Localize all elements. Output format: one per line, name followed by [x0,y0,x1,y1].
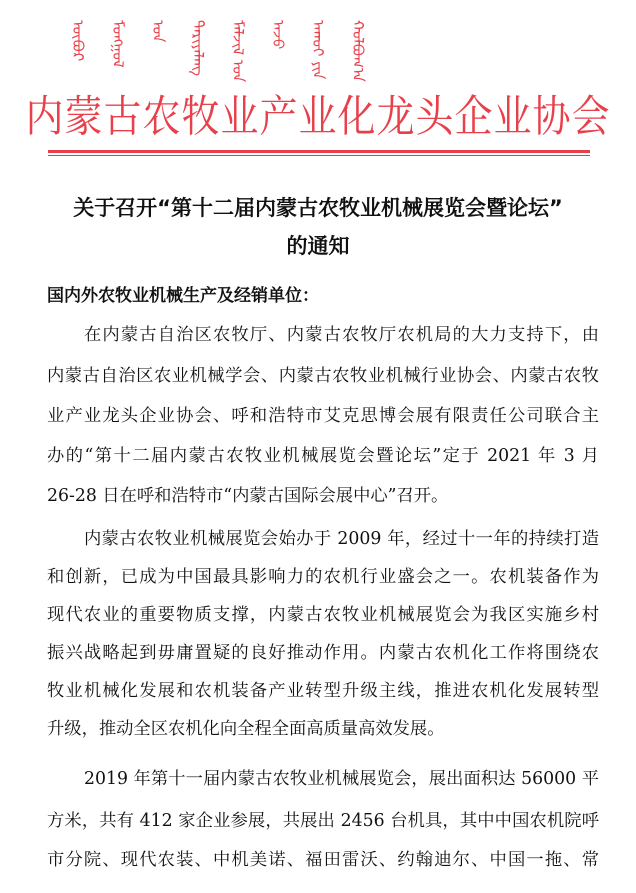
letterhead-rule-thick [48,150,590,153]
body-line: 26-28 日在呼和浩特市“内蒙古国际会展中心”召开。 [47,486,449,506]
body-line: 升级，推动全区农机化向全程全面高质量高效发展。 [47,719,445,739]
mongolian-script-logo: ᠦᠪᠦᠷ ᠮᠣᠩᠭᠣᠯ ᠤᠨ ᠲᠠᠷᠢᠶᠠᠯᠠᠩ ᠮᠠᠯᠵᠢᠯ ᠤᠨ ᠠᠵᠤ ᠠᠬᠤᠢ ᠶᠢᠨ ᠬᠣᠯᠪᠣᠭ᠎ᠠ [69,20,367,83]
body-line: 业产业龙头企业协会、呼和浩特市艾克思博会展有限责任公司联合主 [47,406,599,426]
letterhead-rule-thin [48,155,590,156]
salutation: 国内外农牧业机械生产及经销单位： [47,286,319,306]
body-line: 振兴战略起到毋庸置疑的良好推动作用。内蒙古农机化工作将围绕农 [47,643,599,663]
body-line: 2019 年第十一届内蒙古农牧业机械展览会，展出面积达 56000 平 [84,769,599,789]
document-title-line2: 的通知 [286,234,350,258]
document-title-line1: 关于召开“第十二届内蒙古农牧业机械展览会暨论坛” [73,196,563,220]
body-line: 方米，共有 412 家企业参展，共展出 2456 台机具，其中中国农机院呼 [47,811,599,831]
body-line: 牧业机械化发展和农机装备产业转型升级主线，推进农机化发展转型 [47,681,599,701]
body-line: 办的“第十二届内蒙古农牧业机械展览会暨论坛”定于 2021 年 3 月 [47,446,599,466]
body-line: 现代农业的重要物质支撑，内蒙古农牧业机械展览会为我区实施乡村 [47,605,599,625]
body-line: 市分院、现代农装、中机美诺、福田雷沃、约翰迪尔、中国一拖、常 [47,850,599,870]
organization-name: 内蒙古农牧业产业化龙头企业协会 [25,91,611,142]
body-line: 内蒙古自治区农业机械学会、内蒙古农牧业机械行业协会、内蒙古农牧 [47,366,599,386]
body-line: 在内蒙古自治区农牧厅、内蒙古农牧厅农机局的大力支持下，由 [84,325,599,345]
body-line: 和创新，已成为中国最具影响力的农机行业盛会之一。农机装备作为 [47,567,599,587]
body-line: 内蒙古农牧业机械展览会始办于 2009 年，经过十一年的持续打造 [84,529,599,549]
